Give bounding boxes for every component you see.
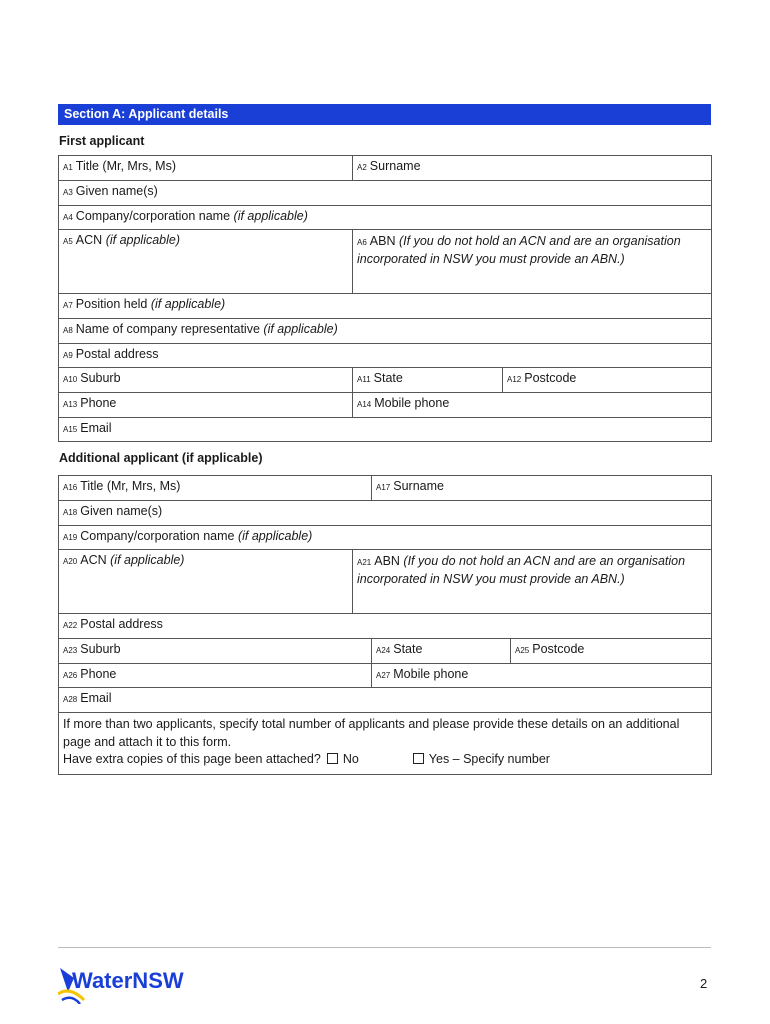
- field-phone[interactable]: A13 Phone: [59, 393, 353, 418]
- extra-applicants-note: [59, 713, 712, 775]
- field-company-representative[interactable]: A8 Name of company representative (if applicable): [59, 319, 712, 344]
- field-postcode[interactable]: A12 Postcode: [503, 368, 712, 393]
- extra-copies-question: Have extra copies of this page been attached?: [63, 752, 321, 766]
- field-title[interactable]: A1 Title (Mr, Mrs, Ms): [59, 156, 353, 181]
- field-additional-abn[interactable]: A21 ABN (If you do not hold an ACN and are an organisation incorporated in NSW you must provide an ABN.): [353, 550, 712, 614]
- first-applicant-table: [58, 155, 712, 442]
- field-additional-postal-address[interactable]: A22 Postal address: [59, 614, 712, 639]
- page-number: 2: [700, 976, 708, 991]
- yes-checkbox[interactable]: [413, 753, 424, 764]
- field-additional-company-name[interactable]: A19 Company/corporation name (if applicable): [59, 526, 712, 550]
- field-additional-mobile-phone[interactable]: A27 Mobile phone: [372, 664, 712, 688]
- field-acn[interactable]: A5 ACN (if applicable): [59, 230, 353, 294]
- field-postal-address[interactable]: A9 Postal address: [59, 344, 712, 368]
- no-label: No: [342, 752, 359, 766]
- field-surname[interactable]: A2 Surname: [353, 156, 712, 181]
- additional-applicant-table: [58, 475, 712, 775]
- footer-rule: [58, 947, 711, 948]
- first-applicant-heading: First applicant: [59, 134, 145, 148]
- field-state[interactable]: A11 State: [353, 368, 503, 393]
- field-suburb[interactable]: A10 Suburb: [59, 368, 353, 393]
- no-checkbox[interactable]: [327, 753, 338, 764]
- field-additional-postcode[interactable]: A25 Postcode: [511, 639, 712, 664]
- field-company-name[interactable]: A4 Company/corporation name (if applicable): [59, 206, 712, 230]
- field-additional-email[interactable]: A28 Email: [59, 688, 712, 713]
- section-a-header: Section A: Applicant details: [58, 104, 711, 125]
- field-additional-phone[interactable]: A26 Phone: [59, 664, 372, 688]
- logo-wordmark: WaterNSW: [72, 968, 184, 993]
- field-given-names[interactable]: A3 Given name(s): [59, 181, 712, 206]
- field-abn[interactable]: A6 ABN (If you do not hold an ACN and are an organisation incorporated in NSW you must provide an ABN.): [353, 230, 712, 294]
- field-mobile-phone[interactable]: A14 Mobile phone: [353, 393, 712, 418]
- field-additional-surname[interactable]: A17 Surname: [372, 476, 712, 501]
- field-email[interactable]: A15 Email: [59, 418, 712, 442]
- waternsw-logo-icon: [58, 964, 198, 1004]
- field-additional-state[interactable]: A24 State: [372, 639, 511, 664]
- field-additional-given-names[interactable]: A18 Given name(s): [59, 501, 712, 526]
- field-position-held[interactable]: A7 Position held (if applicable): [59, 294, 712, 319]
- extra-copies-question-row: [63, 751, 707, 769]
- field-additional-acn[interactable]: A20 ACN (if applicable): [59, 550, 353, 614]
- additional-applicant-heading: Additional applicant (if applicable): [59, 451, 263, 465]
- field-additional-suburb[interactable]: A23 Suburb: [59, 639, 372, 664]
- field-additional-title[interactable]: A16 Title (Mr, Mrs, Ms): [59, 476, 372, 501]
- waternsw-logo: [58, 964, 198, 1004]
- extra-applicants-instruction: If more than two applicants, specify total number of applicants and please provide these details on an additional page and attach it to this form.: [63, 717, 680, 749]
- yes-label: Yes – Specify number: [428, 752, 550, 766]
